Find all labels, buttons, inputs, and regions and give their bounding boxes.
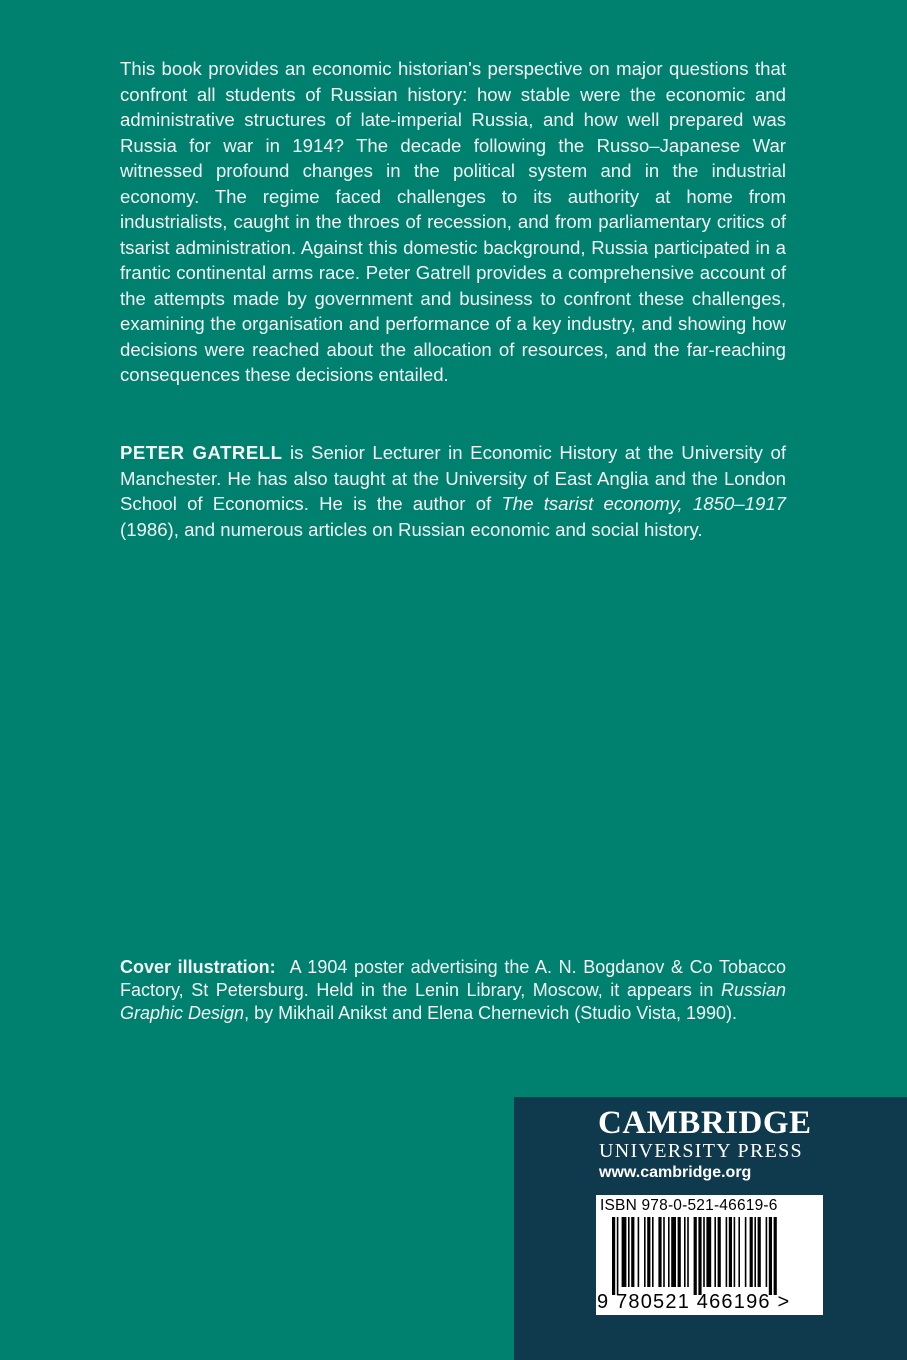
- barcode-bar: [671, 1217, 676, 1287]
- barcode-bar: [774, 1217, 777, 1295]
- barcode-bar: [734, 1217, 736, 1287]
- barcode-box: [596, 1195, 823, 1315]
- barcode-bar: [644, 1217, 646, 1287]
- publisher-box: [514, 1097, 907, 1360]
- author-bio: [120, 440, 786, 542]
- cover-note-text-1: A 1904 poster advertising the A. N. Bogdanov & Co Tobacco Factory, St Petersburg. Held in the Lenin Library, Moscow, it appears in: [120, 957, 786, 1000]
- ean-digits: 9 780521 466196 >: [597, 1291, 791, 1313]
- isbn-text: ISBN 978-0-521-46619-6: [600, 1197, 778, 1214]
- barcode-bar: [668, 1217, 670, 1287]
- barcode-bar: [726, 1217, 728, 1287]
- cover-illustration-note: [120, 956, 786, 1025]
- book-description: This book provides an economic historian's perspective on major questions that confront all students of Russian history: how stable were the economic and administrative structures of late-imperial Russia, and how well prepared was Russia for war in 1914? The decade following the Russo–Japanese War witnessed profound changes in the political system and in the industrial economy. The regime faced challenges to its authority at home from industrialists, caught in the throes of recession, and from parliamentary critics of tsarist administration. Against this domestic background, Russia participated in a frantic continental arms race. Peter Gatrell provides a comprehensive account of the attempts made by government and business to confront these challenges, examining the organisation and performance of a key industry, and showing how decisions were reached about the allocation of resources, and the far-reaching consequences these decisions entailed.: [120, 58, 786, 385]
- barcode-bar: [678, 1217, 681, 1287]
- barcode-bar: [750, 1217, 753, 1287]
- publisher-logo-name: CAMBRIDGE: [598, 1105, 812, 1141]
- author-bio-text-1: is Senior Lecturer in Economic History at the University of Manchester. He has also taught at the University of East Anglia and the London School of Economics. He is the author of: [120, 442, 786, 514]
- barcode-bar: [769, 1217, 772, 1295]
- author-book-title: The tsarist economy, 1850–1917: [501, 493, 787, 514]
- barcode-bar: [718, 1217, 721, 1287]
- cover-illustration-label: Cover illustration:: [120, 957, 276, 977]
- barcode-bar: [703, 1217, 705, 1287]
- cover-note-book-title: Russian Graphic Design: [120, 980, 786, 1023]
- publisher-url: www.cambridge.org: [599, 1164, 752, 1181]
- barcode-bar: [638, 1217, 640, 1287]
- barcode-bar: [706, 1217, 711, 1287]
- barcode-bar: [729, 1217, 732, 1287]
- cover-note-text-2: , by Mikhail Anikst and Elena Chernevich (Studio Vista, 1990).: [244, 1003, 737, 1023]
- author-bio-text-2: (1986), and numerous articles on Russian economic and social history.: [120, 518, 703, 540]
- barcode-bar: [628, 1217, 630, 1287]
- barcode-bar: [754, 1217, 756, 1287]
- barcode-bar: [622, 1217, 627, 1287]
- barcode-bar: [617, 1217, 619, 1295]
- barcode-bar: [631, 1217, 634, 1287]
- barcode-bar: [658, 1217, 661, 1287]
- barcode-bar: [758, 1217, 761, 1287]
- barcode-bar: [694, 1217, 697, 1295]
- author-name: PETER GATRELL: [120, 442, 283, 463]
- publisher-logo-subtitle: UNIVERSITY PRESS: [599, 1140, 803, 1162]
- barcode-bar: [698, 1217, 701, 1295]
- barcode-bar: [745, 1217, 747, 1287]
- barcode-bar: [738, 1217, 740, 1287]
- barcode-bar: [684, 1217, 686, 1287]
- barcode-bar: [663, 1217, 665, 1287]
- barcode-bar: [714, 1217, 716, 1287]
- barcode-bar: [687, 1217, 689, 1287]
- barcode-bar: [647, 1217, 650, 1287]
- barcode-bar: [766, 1217, 768, 1287]
- barcode-bar: [652, 1217, 654, 1287]
- barcode-bar: [612, 1217, 615, 1295]
